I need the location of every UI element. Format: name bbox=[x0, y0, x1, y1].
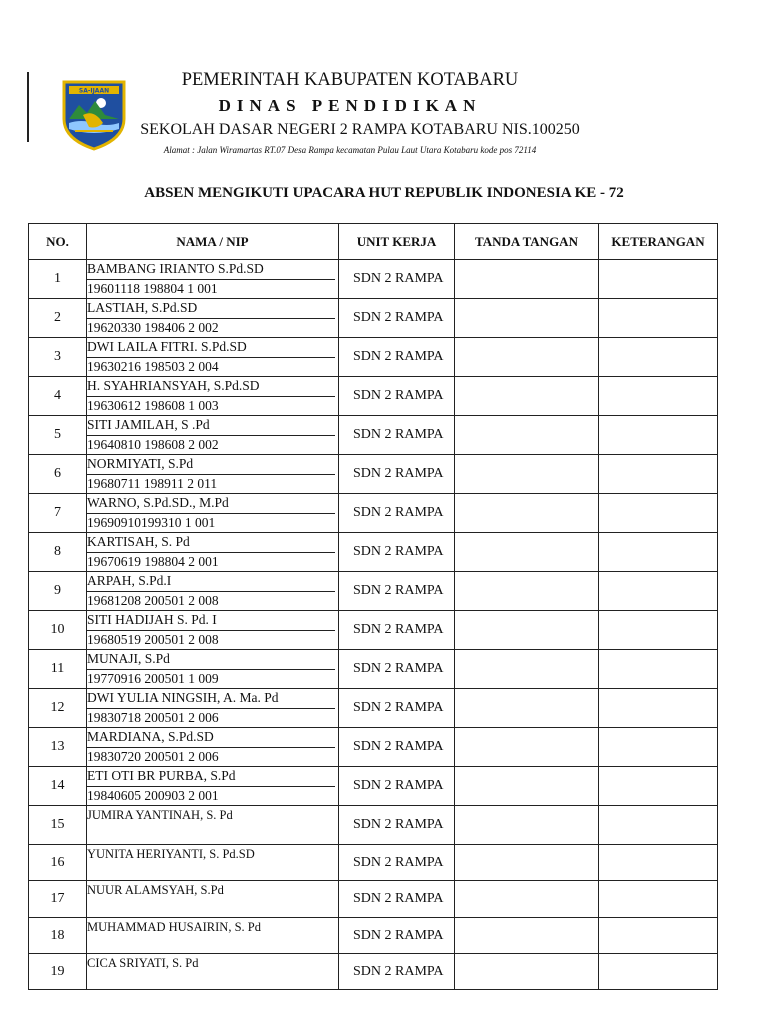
signature-cell[interactable] bbox=[455, 918, 599, 953]
department-name: DINAS PENDIDIKAN bbox=[218, 96, 482, 115]
name-cell bbox=[87, 650, 339, 688]
unit-cell: SDN 2 RAMPA bbox=[339, 494, 455, 532]
row-number: 5 bbox=[29, 416, 87, 454]
remarks-cell[interactable] bbox=[599, 572, 717, 610]
row-number: 7 bbox=[29, 494, 87, 532]
person-nip: 19690910199310 1 001 bbox=[87, 514, 335, 533]
name-cell bbox=[87, 260, 339, 298]
person-nip: 19670619 198804 2 001 bbox=[87, 553, 335, 572]
remarks-cell[interactable] bbox=[599, 806, 717, 844]
signature-cell[interactable] bbox=[455, 455, 599, 493]
person-name: NORMIYATI, S.Pd bbox=[87, 455, 335, 475]
unit-cell: SDN 2 RAMPA bbox=[339, 650, 455, 688]
unit-cell: SDN 2 RAMPA bbox=[339, 918, 455, 953]
signature-cell[interactable] bbox=[455, 494, 599, 532]
row-number: 16 bbox=[29, 845, 87, 880]
school-address: Alamat : Jalan Wiramartas RT.07 Desa Rampa kecamatan Pulau Laut Utara Kotabaru kode pos 72114 bbox=[163, 145, 537, 155]
remarks-cell[interactable] bbox=[599, 338, 717, 376]
row-number: 10 bbox=[29, 611, 87, 649]
signature-cell[interactable] bbox=[455, 611, 599, 649]
unit-cell: SDN 2 RAMPA bbox=[339, 572, 455, 610]
header-remarks: KETERANGAN bbox=[611, 233, 705, 249]
remarks-cell[interactable] bbox=[599, 533, 717, 571]
remarks-cell[interactable] bbox=[599, 299, 717, 337]
table-row bbox=[28, 767, 718, 806]
table-row bbox=[28, 954, 718, 990]
signature-cell[interactable] bbox=[455, 881, 599, 917]
person-name: SITI HADIJAH S. Pd. I bbox=[87, 611, 335, 631]
person-nip: 19640810 198608 2 002 bbox=[87, 436, 335, 455]
table-row bbox=[28, 611, 718, 650]
row-number: 4 bbox=[29, 377, 87, 415]
person-name: JUMIRA YANTINAH, S. Pd bbox=[87, 808, 233, 822]
name-cell bbox=[87, 918, 339, 953]
unit-cell: SDN 2 RAMPA bbox=[339, 416, 455, 454]
row-number: 2 bbox=[29, 299, 87, 337]
person-name: CICA SRIYATI, S. Pd bbox=[87, 956, 199, 970]
row-number: 14 bbox=[29, 767, 87, 805]
row-number: 13 bbox=[29, 728, 87, 766]
name-cell bbox=[87, 611, 339, 649]
row-number: 12 bbox=[29, 689, 87, 727]
name-cell bbox=[87, 494, 339, 532]
person-nip: 19680711 198911 2 011 bbox=[87, 475, 335, 494]
name-cell bbox=[87, 416, 339, 454]
unit-cell: SDN 2 RAMPA bbox=[339, 299, 455, 337]
signature-cell[interactable] bbox=[455, 806, 599, 844]
row-number: 8 bbox=[29, 533, 87, 571]
unit-cell: SDN 2 RAMPA bbox=[339, 611, 455, 649]
remarks-cell[interactable] bbox=[599, 494, 717, 532]
signature-cell[interactable] bbox=[455, 650, 599, 688]
person-nip: 19680519 200501 2 008 bbox=[87, 631, 335, 650]
name-cell bbox=[87, 881, 339, 917]
person-name: KARTISAH, S. Pd bbox=[87, 533, 335, 553]
person-nip: 19830718 200501 2 006 bbox=[87, 709, 335, 728]
person-nip: 19630612 198608 1 003 bbox=[87, 397, 335, 416]
remarks-cell[interactable] bbox=[599, 650, 717, 688]
attendance-table bbox=[28, 223, 718, 990]
signature-cell[interactable] bbox=[455, 416, 599, 454]
person-name: H. SYAHRIANSYAH, S.Pd.SD bbox=[87, 377, 335, 397]
table-row bbox=[28, 806, 718, 845]
person-name: DWI YULIA NINGSIH, A. Ma. Pd bbox=[87, 689, 335, 709]
table-row bbox=[28, 338, 718, 377]
person-name: MUNAJI, S.Pd bbox=[87, 650, 335, 670]
remarks-cell[interactable] bbox=[599, 918, 717, 953]
table-row bbox=[28, 845, 718, 881]
name-cell bbox=[87, 689, 339, 727]
unit-cell: SDN 2 RAMPA bbox=[339, 338, 455, 376]
signature-cell[interactable] bbox=[455, 954, 599, 989]
remarks-cell[interactable] bbox=[599, 767, 717, 805]
unit-cell: SDN 2 RAMPA bbox=[339, 455, 455, 493]
table-row bbox=[28, 455, 718, 494]
school-name: SEKOLAH DASAR NEGERI 2 RAMPA KOTABARU NIS.100250 bbox=[140, 121, 580, 138]
remarks-cell[interactable] bbox=[599, 455, 717, 493]
row-number: 6 bbox=[29, 455, 87, 493]
person-name: SITI JAMILAH, S .Pd bbox=[87, 416, 335, 436]
emblem-logo-text: SA-IJAAN bbox=[78, 87, 110, 95]
table-row bbox=[28, 572, 718, 611]
table-row bbox=[28, 533, 718, 572]
unit-cell: SDN 2 RAMPA bbox=[339, 377, 455, 415]
header-unit: UNIT KERJA bbox=[339, 224, 455, 259]
table-row bbox=[28, 377, 718, 416]
remarks-cell[interactable] bbox=[599, 728, 717, 766]
signature-cell[interactable] bbox=[455, 689, 599, 727]
name-cell bbox=[87, 728, 339, 766]
name-cell bbox=[87, 954, 339, 989]
signature-cell[interactable] bbox=[455, 533, 599, 571]
name-cell bbox=[87, 533, 339, 571]
unit-cell: SDN 2 RAMPA bbox=[339, 689, 455, 727]
remarks-cell[interactable] bbox=[599, 845, 717, 880]
signature-cell[interactable] bbox=[455, 338, 599, 376]
person-name: LASTIAH, S.Pd.SD bbox=[87, 299, 335, 319]
signature-cell[interactable] bbox=[455, 845, 599, 880]
person-name: MARDIANA, S.Pd.SD bbox=[87, 728, 335, 748]
name-cell bbox=[87, 806, 339, 844]
row-number: 15 bbox=[29, 806, 87, 844]
person-name: NUUR ALAMSYAH, S.Pd bbox=[87, 883, 224, 897]
row-number: 17 bbox=[29, 881, 87, 917]
kotabaru-emblem-icon bbox=[61, 79, 127, 151]
person-name: ARPAH, S.Pd.I bbox=[87, 572, 335, 592]
name-cell bbox=[87, 767, 339, 805]
person-nip: 19830720 200501 2 006 bbox=[87, 748, 335, 767]
table-row bbox=[28, 918, 718, 954]
signature-cell[interactable] bbox=[455, 767, 599, 805]
table-row bbox=[28, 689, 718, 728]
remarks-cell[interactable] bbox=[599, 377, 717, 415]
table-row bbox=[28, 416, 718, 455]
person-name: MUHAMMAD HUSAIRIN, S. Pd bbox=[87, 920, 261, 934]
table-row bbox=[28, 299, 718, 338]
table-body bbox=[28, 260, 718, 990]
row-number: 11 bbox=[29, 650, 87, 688]
person-name: DWI LAILA FITRI. S.Pd.SD bbox=[87, 338, 335, 358]
remarks-cell[interactable] bbox=[599, 260, 717, 298]
remarks-cell[interactable] bbox=[599, 689, 717, 727]
person-nip: 19840605 200903 2 001 bbox=[87, 787, 335, 806]
person-nip: 19620330 198406 2 002 bbox=[87, 319, 335, 338]
person-name: WARNO, S.Pd.SD., M.Pd bbox=[87, 494, 335, 514]
row-number: 9 bbox=[29, 572, 87, 610]
table-row bbox=[28, 650, 718, 689]
table-row bbox=[28, 260, 718, 299]
name-cell bbox=[87, 377, 339, 415]
remarks-cell[interactable] bbox=[599, 881, 717, 917]
unit-cell: SDN 2 RAMPA bbox=[339, 260, 455, 298]
name-cell bbox=[87, 455, 339, 493]
signature-cell[interactable] bbox=[455, 728, 599, 766]
unit-cell: SDN 2 RAMPA bbox=[339, 954, 455, 989]
row-number: 3 bbox=[29, 338, 87, 376]
person-nip: 19770916 200501 1 009 bbox=[87, 670, 335, 689]
row-number: 18 bbox=[29, 918, 87, 953]
person-name: YUNITA HERIYANTI, S. Pd.SD bbox=[87, 847, 255, 861]
name-cell bbox=[87, 299, 339, 337]
signature-cell[interactable] bbox=[455, 377, 599, 415]
remarks-cell[interactable] bbox=[599, 416, 717, 454]
government-name: PEMERINTAH KABUPATEN KOTABARU bbox=[181, 70, 519, 90]
margin-line bbox=[27, 72, 29, 142]
header-no: NO. bbox=[29, 224, 87, 259]
row-number: 19 bbox=[29, 954, 87, 989]
unit-cell: SDN 2 RAMPA bbox=[339, 806, 455, 844]
name-cell bbox=[87, 338, 339, 376]
person-name: ETI OTI BR PURBA, S.Pd bbox=[87, 767, 335, 787]
unit-cell: SDN 2 RAMPA bbox=[339, 845, 455, 880]
person-nip: 19681208 200501 2 008 bbox=[87, 592, 335, 611]
row-number: 1 bbox=[29, 260, 87, 298]
header-name-nip: NAMA / NIP bbox=[87, 224, 339, 259]
table-row bbox=[28, 881, 718, 918]
signature-cell[interactable] bbox=[455, 260, 599, 298]
unit-cell: SDN 2 RAMPA bbox=[339, 767, 455, 805]
person-nip: 19601118 198804 1 001 bbox=[87, 280, 335, 299]
table-header-row bbox=[28, 223, 718, 260]
signature-cell[interactable] bbox=[455, 572, 599, 610]
remarks-cell[interactable] bbox=[599, 611, 717, 649]
document-title: ABSEN MENGIKUTI UPACARA HUT REPUBLIK INDONESIA KE - 72 bbox=[144, 185, 624, 201]
table-row bbox=[28, 728, 718, 767]
unit-cell: SDN 2 RAMPA bbox=[339, 533, 455, 571]
name-cell bbox=[87, 845, 339, 880]
unit-cell: SDN 2 RAMPA bbox=[339, 728, 455, 766]
header-signature: TANDA TANGAN bbox=[455, 224, 599, 259]
table-row bbox=[28, 494, 718, 533]
name-cell bbox=[87, 572, 339, 610]
remarks-cell[interactable] bbox=[599, 954, 717, 989]
person-nip: 19630216 198503 2 004 bbox=[87, 358, 335, 377]
unit-cell: SDN 2 RAMPA bbox=[339, 881, 455, 917]
person-name: BAMBANG IRIANTO S.Pd.SD bbox=[87, 260, 335, 280]
signature-cell[interactable] bbox=[455, 299, 599, 337]
